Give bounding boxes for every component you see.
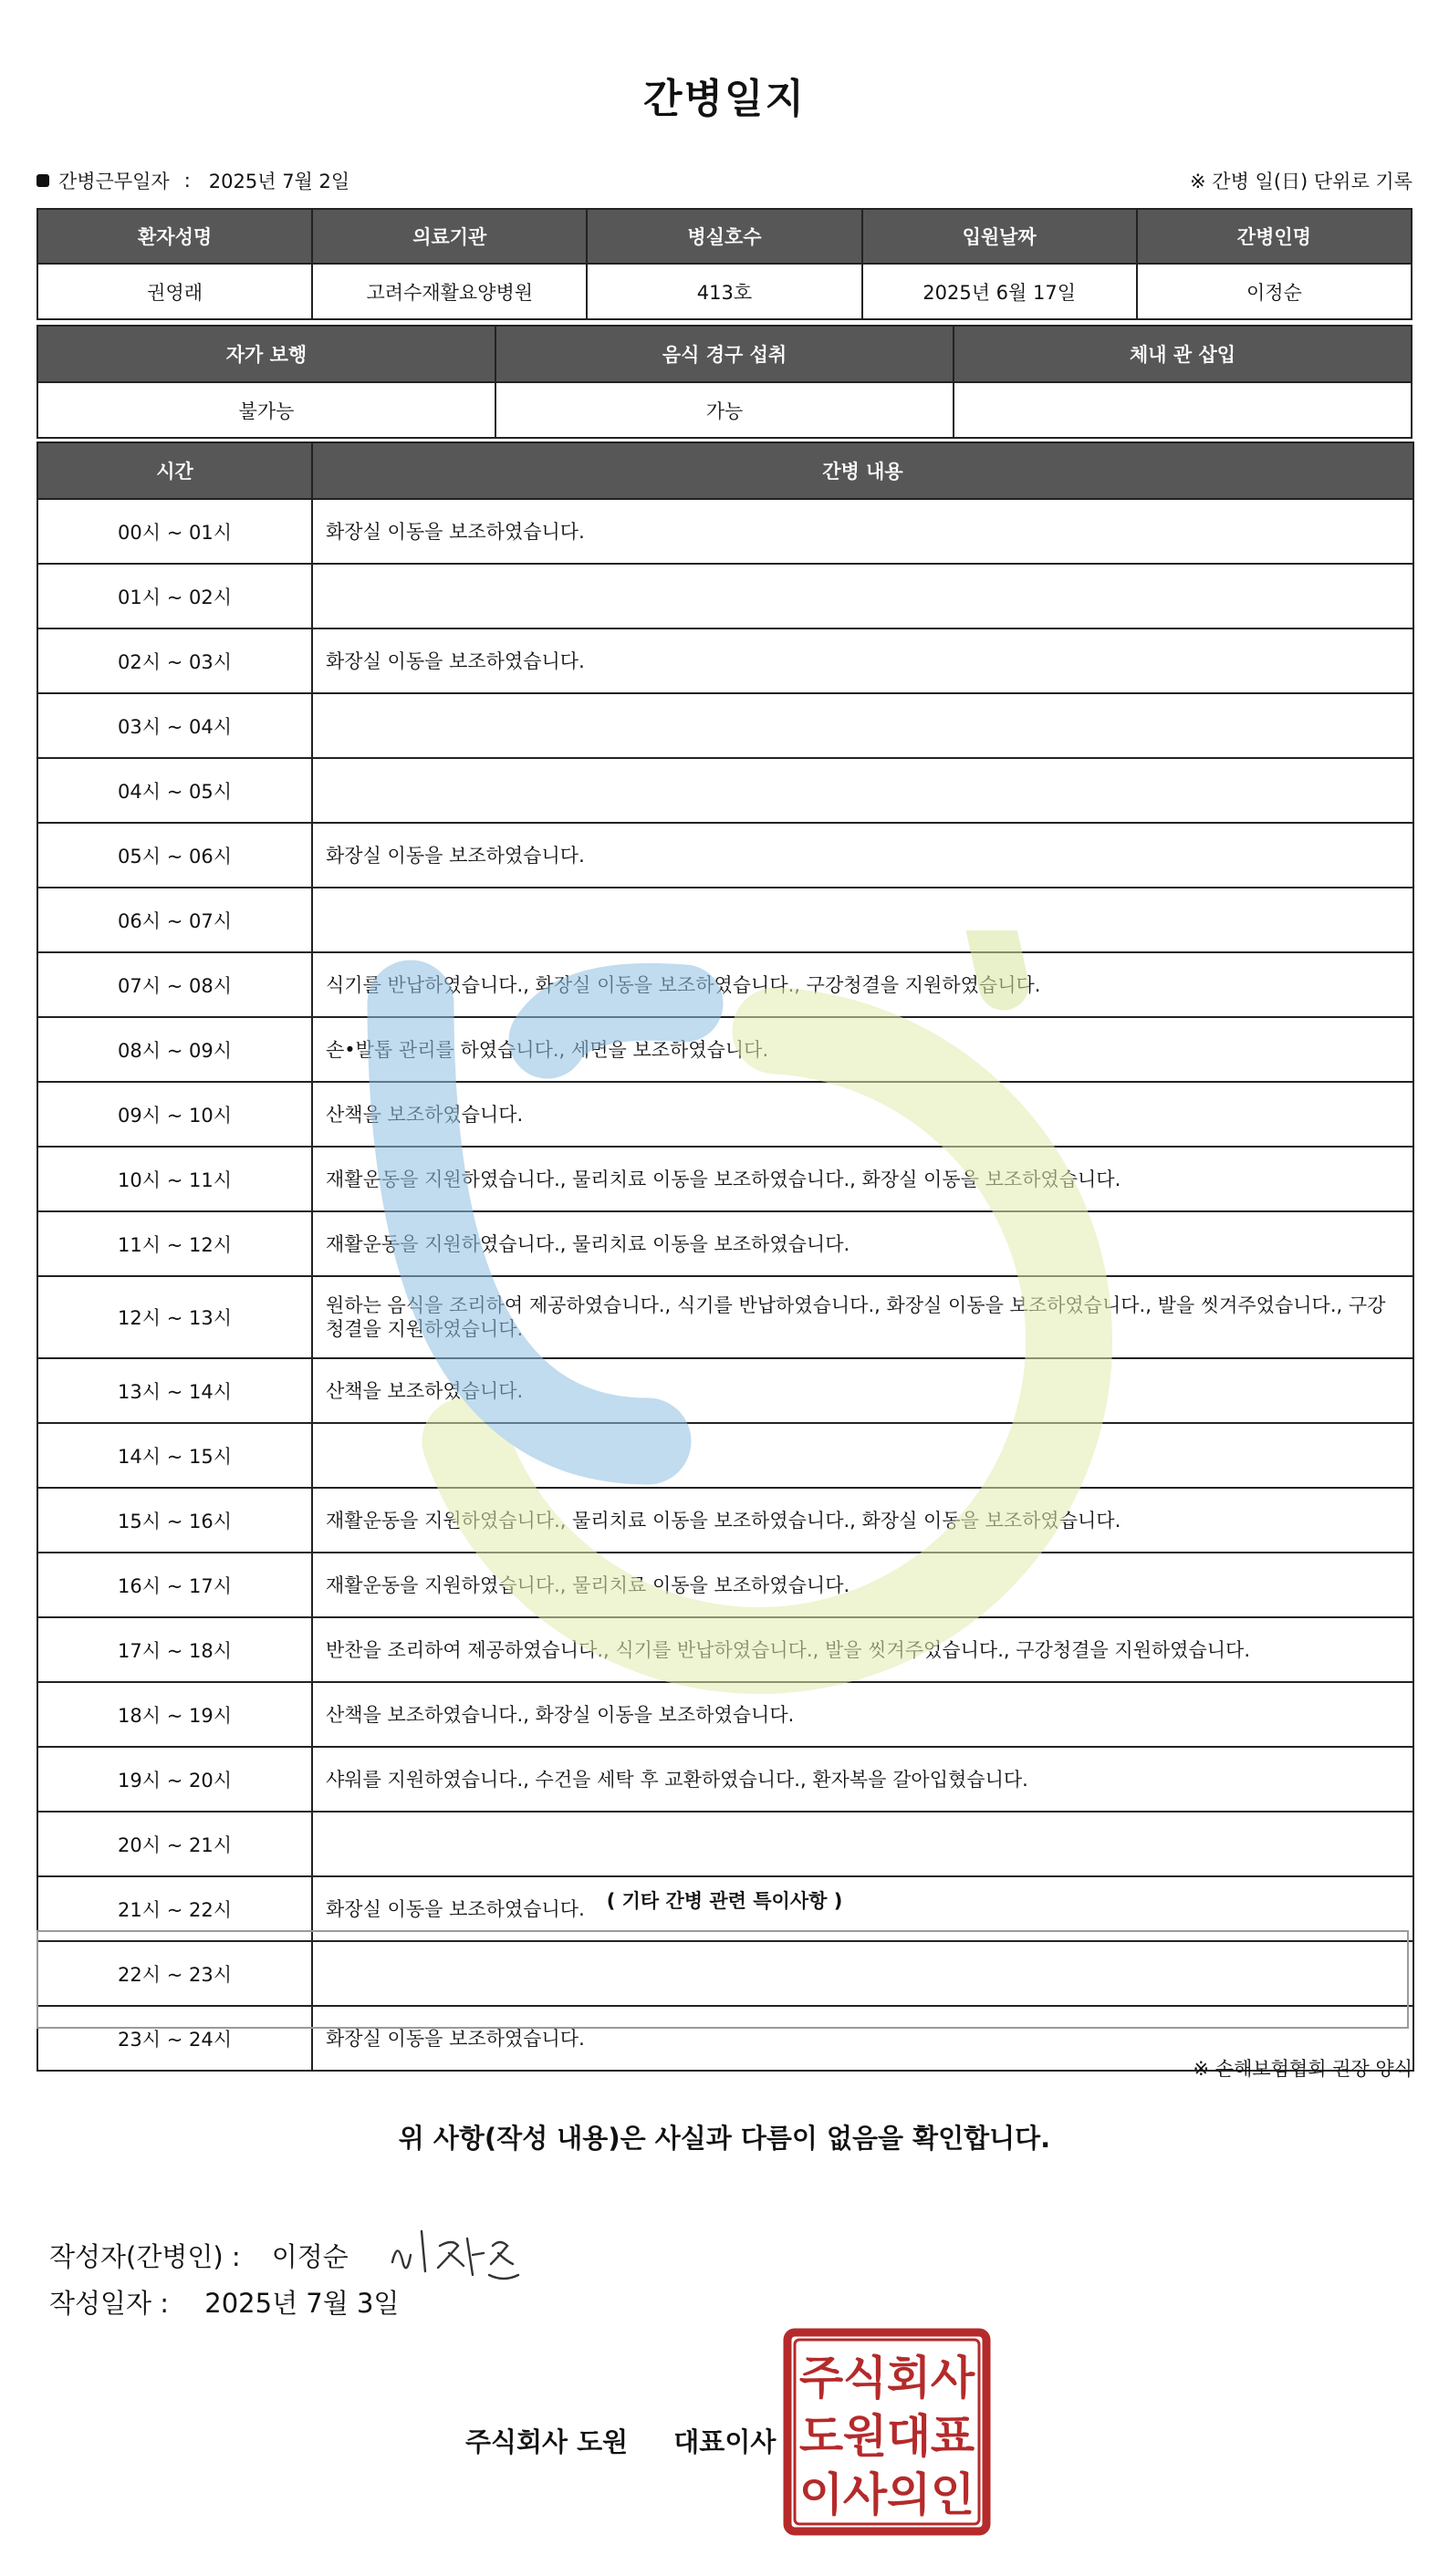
row-time: 00시 ~ 01시	[37, 499, 312, 564]
svg-text:표: 표	[930, 2410, 975, 2463]
author-name: 이정순	[271, 2240, 349, 2272]
row-time: 18시 ~ 19시	[37, 1682, 312, 1747]
row-time: 20시 ~ 21시	[37, 1812, 312, 1876]
written-date-line	[49, 2283, 399, 2321]
table-row	[37, 1812, 1413, 1876]
header-time: 시간	[37, 442, 312, 499]
table-row	[37, 1747, 1413, 1812]
row-time: 16시 ~ 17시	[37, 1553, 312, 1617]
table-row	[37, 1147, 1413, 1211]
row-time: 21시 ~ 22시	[37, 1876, 312, 1941]
row-time: 23시 ~ 24시	[37, 2006, 312, 2071]
header-tube-insertion: 체내 관 삽입	[954, 326, 1412, 382]
table-row	[37, 758, 1413, 823]
document-title: 간병일지	[642, 76, 806, 122]
row-content: 화장실 이동을 보조하였습니다.	[312, 2006, 1413, 2071]
patient-status-table	[36, 325, 1413, 439]
oral-intake-value: 가능	[495, 382, 954, 438]
row-content: 샤워를 지원하였습니다., 수건을 세탁 후 교환하였습니다., 환자복을 갈아입혔습니다.	[312, 1747, 1413, 1812]
row-content: 원하는 음식을 조리하여 제공하였습니다., 식기를 반납하였습니다., 화장실 이동을 보조하였습니다., 발을 씻겨주었습니다., 구강청결을 지원하였습니다.	[312, 1276, 1413, 1358]
row-content: 재활운동을 지원하였습니다., 물리치료 이동을 보조하였습니다., 화장실 이동을 보조하였습니다.	[312, 1147, 1413, 1211]
svg-text:이: 이	[798, 2468, 844, 2521]
status-header-row	[37, 326, 1412, 382]
row-content: 재활운동을 지원하였습니다., 물리치료 이동을 보조하였습니다.	[312, 1211, 1413, 1276]
admission-date: 2025년 6월 17일	[862, 264, 1137, 319]
bullet-square-icon	[36, 174, 49, 187]
table-row	[37, 1488, 1413, 1553]
row-content: 화장실 이동을 보조하였습니다.	[312, 628, 1413, 693]
work-date-value: 2025년 7월 2일	[208, 171, 350, 192]
row-time: 19시 ~ 20시	[37, 1747, 312, 1812]
row-content: 화장실 이동을 보조하였습니다.	[312, 1876, 1413, 1941]
table-row	[37, 952, 1413, 1017]
row-time: 06시 ~ 07시	[37, 888, 312, 952]
tube-insertion-value	[954, 382, 1412, 438]
row-time: 17시 ~ 18시	[37, 1617, 312, 1682]
row-time: 04시 ~ 05시	[37, 758, 312, 823]
row-time: 22시 ~ 23시	[37, 1941, 312, 2006]
written-date-label: 작성일자 :	[49, 2288, 170, 2319]
svg-text:대: 대	[886, 2410, 932, 2463]
row-content: 산책을 보조하였습니다., 화장실 이동을 보조하였습니다.	[312, 1682, 1413, 1747]
care-schedule-table	[36, 441, 1414, 2072]
table-row	[37, 499, 1413, 564]
caregiver-name: 이정순	[1137, 264, 1412, 319]
table-row	[37, 1276, 1413, 1358]
confirmation-statement: 위 사항(작성 내용)은 사실과 다름이 없음을 확인합니다.	[398, 2123, 1051, 2154]
row-content	[312, 758, 1413, 823]
row-content: 재활운동을 지원하였습니다., 물리치료 이동을 보조하였습니다.	[312, 1553, 1413, 1617]
unit-note: ※ 간병 일(日) 단위로 기록	[1190, 171, 1413, 192]
header-hospital: 의료기관	[312, 209, 587, 264]
schedule-header-row	[37, 442, 1413, 499]
row-time: 03시 ~ 04시	[37, 693, 312, 758]
row-content: 식기를 반납하였습니다., 화장실 이동을 보조하였습니다., 구강청결을 지원하였습니다.	[312, 952, 1413, 1017]
svg-text:도: 도	[798, 2410, 844, 2463]
header-oral-intake: 음식 경구 섭취	[495, 326, 954, 382]
header-room: 병실호수	[587, 209, 861, 264]
company-line	[465, 2422, 776, 2459]
svg-text:원: 원	[842, 2410, 888, 2463]
row-time: 11시 ~ 12시	[37, 1211, 312, 1276]
patient-info-table	[36, 208, 1413, 320]
row-content: 손•발톱 관리를 하였습니다., 세면을 보조하였습니다.	[312, 1017, 1413, 1082]
handwritten-signature	[385, 2218, 540, 2291]
status-value-row	[37, 382, 1412, 438]
row-time: 15시 ~ 16시	[37, 1488, 312, 1553]
table-row	[37, 1553, 1413, 1617]
table-row	[37, 1617, 1413, 1682]
patient-info-value-row	[37, 264, 1412, 319]
table-row	[37, 1017, 1413, 1082]
row-time: 07시 ~ 08시	[37, 952, 312, 1017]
form-source-note: ※ 손해보험협회 권장 양식	[1193, 2058, 1413, 2080]
patient-info-header-row	[37, 209, 1412, 264]
special-notes-box	[36, 1930, 1409, 2029]
work-date-label: 간병근무일자	[58, 171, 170, 192]
svg-text:식: 식	[842, 2352, 888, 2405]
work-date-row	[36, 167, 1413, 194]
table-row	[37, 564, 1413, 628]
row-content: 화장실 이동을 보조하였습니다.	[312, 823, 1413, 888]
header-care-content: 간병 내용	[312, 442, 1413, 499]
row-content	[312, 888, 1413, 952]
row-content: 산책을 보조하였습니다.	[312, 1358, 1413, 1423]
patient-name: 권영래	[37, 264, 312, 319]
row-time: 10시 ~ 11시	[37, 1147, 312, 1211]
table-row	[37, 1423, 1413, 1488]
self-walking-value: 불가능	[37, 382, 495, 438]
special-notes-title: ( 기타 간병 관련 특이사항 )	[606, 1890, 843, 1912]
author-label: 작성자(간병인) :	[49, 2240, 241, 2272]
row-content	[312, 1423, 1413, 1488]
table-row	[37, 888, 1413, 952]
ceo-title: 대표이사	[673, 2426, 777, 2457]
table-row	[37, 1358, 1413, 1423]
svg-text:인: 인	[930, 2468, 975, 2521]
header-self-walking: 자가 보행	[37, 326, 495, 382]
table-row	[37, 693, 1413, 758]
svg-text:회: 회	[886, 2352, 932, 2405]
written-date-value: 2025년 7월 3일	[204, 2288, 400, 2319]
company-seal-stamp	[783, 2328, 991, 2536]
row-time: 09시 ~ 10시	[37, 1082, 312, 1147]
row-content	[312, 564, 1413, 628]
header-caregiver-name: 간병인명	[1137, 209, 1412, 264]
svg-text:사: 사	[930, 2352, 975, 2405]
table-row	[37, 628, 1413, 693]
table-row	[37, 1682, 1413, 1747]
company-name: 주식회사 도원	[465, 2426, 629, 2457]
header-admission-date: 입원날짜	[862, 209, 1137, 264]
svg-text:사: 사	[842, 2468, 888, 2521]
row-content: 반찬을 조리하여 제공하였습니다., 식기를 반납하였습니다., 발을 씻겨주었습니다., 구강청결을 지원하였습니다.	[312, 1617, 1413, 1682]
row-content: 화장실 이동을 보조하였습니다.	[312, 499, 1413, 564]
svg-text:주: 주	[798, 2352, 844, 2405]
row-time: 08시 ~ 09시	[37, 1017, 312, 1082]
row-content	[312, 1812, 1413, 1876]
row-content: 산책을 보조하였습니다.	[312, 1082, 1413, 1147]
row-content	[312, 693, 1413, 758]
hospital-name: 고려수재활요양병원	[312, 264, 587, 319]
table-row	[37, 1211, 1413, 1276]
author-line	[49, 2218, 540, 2291]
row-time: 05시 ~ 06시	[37, 823, 312, 888]
table-row	[37, 823, 1413, 888]
header-patient-name: 환자성명	[37, 209, 312, 264]
row-time: 02시 ~ 03시	[37, 628, 312, 693]
room-number: 413호	[587, 264, 861, 319]
work-date-group	[36, 167, 349, 194]
row-time: 13시 ~ 14시	[37, 1358, 312, 1423]
row-time: 12시 ~ 13시	[37, 1276, 312, 1358]
row-time: 01시 ~ 02시	[37, 564, 312, 628]
svg-text:의: 의	[886, 2468, 932, 2521]
table-row	[37, 1082, 1413, 1147]
row-time: 14시 ~ 15시	[37, 1423, 312, 1488]
row-content: 재활운동을 지원하였습니다., 물리치료 이동을 보조하였습니다., 화장실 이동을 보조하였습니다.	[312, 1488, 1413, 1553]
work-date-colon: :	[183, 170, 191, 192]
seal-text	[799, 2352, 975, 2521]
